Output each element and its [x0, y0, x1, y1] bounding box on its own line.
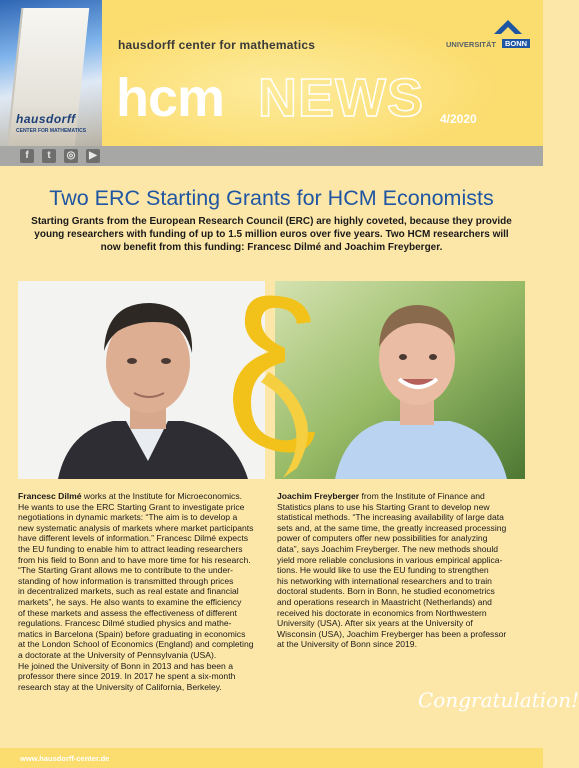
article-line-text: He wants to use the ERC Starting Grant to investigate price	[18, 501, 245, 512]
article-line-text: from his field to Bonn and to have more time for his research.	[18, 554, 251, 565]
article-line-text: at the London School of Economics (England) and completing	[18, 639, 254, 650]
article-line	[18, 671, 276, 682]
article-title: Two ERC Starting Grants for HCM Economists	[49, 186, 494, 210]
article-line	[18, 491, 276, 502]
article-line-text: statistical methods. “The increasing availability of large data	[277, 512, 504, 523]
article-line-text: at the University of Bonn since 2019.	[277, 639, 417, 650]
article-line	[18, 523, 276, 534]
article-line-text: matics in Barcelona (Spain) before graduating in economics	[18, 628, 246, 639]
article-line-text: received his doctorate in economics from Northwestern	[277, 607, 487, 618]
article-line-text: and operations research in Maastricht (Netherlands) and	[277, 596, 492, 607]
article-line-text: markets”, he says. He also wants to examine the efficiency	[18, 596, 242, 607]
article-line-text: of these markets and assess the effectiveness of different	[18, 607, 237, 618]
article-line	[277, 639, 529, 650]
issue-number: 4/2020	[440, 112, 477, 126]
article-line-text: power of computers offer new possibilities for analyzing	[277, 533, 488, 544]
person-name: Francesc Dilmé	[18, 491, 82, 501]
article-line-text: have different levels of information.” Francesc Dilmé expects	[18, 533, 249, 544]
university-logo-icon	[492, 18, 524, 36]
ampersand-logo-icon	[203, 282, 321, 482]
university-city-label: BONN	[502, 39, 530, 48]
article-line-text: standing of how information is transmitted through prices	[18, 575, 234, 586]
university-label: UNIVERSITÄT	[446, 40, 497, 49]
hcm-wordmark: hcm	[116, 68, 225, 128]
social-bar	[0, 146, 543, 166]
article-line	[277, 502, 529, 513]
article-line	[18, 544, 276, 555]
article-line-text: negotiations in dynamic markets: “The aim is to develop a	[18, 512, 238, 523]
article-line	[277, 618, 529, 629]
article-line-text: his networking with international researchers and to train	[277, 575, 492, 586]
facebook-icon[interactable]: f	[20, 149, 34, 163]
article-line-text: University (USA). After six years at the University of	[277, 618, 473, 629]
article-line	[18, 618, 276, 629]
article-line-text: tions. He would like to use the EU funding to strengthen	[277, 565, 489, 576]
building-sign-text: hausdorff	[16, 112, 76, 126]
instagram-icon[interactable]: ◎	[64, 149, 78, 163]
article-line-text: He joined the University of Bonn in 2013 and has been a	[18, 660, 233, 671]
building-photo	[0, 0, 102, 146]
footer-url-link[interactable]: www.hausdorff-center.de	[20, 754, 110, 763]
article-line	[18, 629, 276, 640]
article-line	[277, 586, 529, 597]
article-line	[277, 608, 529, 619]
congratulation-text: Congratulation!	[418, 688, 579, 712]
article-line	[277, 576, 529, 587]
article-line	[18, 576, 276, 587]
article-left-column	[18, 491, 276, 692]
article-line	[18, 597, 276, 608]
article-line	[18, 555, 276, 566]
article-line	[277, 491, 529, 502]
article-line	[18, 565, 276, 576]
article-line-text: new systematic analysis of markets where market participants	[18, 522, 254, 533]
article-line	[18, 608, 276, 619]
article-line	[18, 502, 276, 513]
article-line-text: sets and, at the same time, the greatly increased processing	[277, 522, 507, 533]
article-line	[18, 650, 276, 661]
article-intro: Starting Grants from the European Research Council (ERC) are highly coveted, because they provide young researchers with funding of up to 1.5 million euros over five years. Two HCM researchers will now benefit from this funding: Francesc Dilmé and Joachim Freyberger.	[31, 216, 512, 253]
news-wordmark: NEWS	[258, 68, 424, 128]
article-line	[18, 661, 276, 672]
article-line-text: data”, says Joachim Freyberger. The new methods should	[277, 543, 499, 554]
article-line	[18, 639, 276, 650]
article-line-text: works at the Institute for Microeconomics.	[81, 491, 243, 501]
article-line-text: in decentralized markets, such as real estate and financial	[18, 586, 239, 597]
article-line	[277, 565, 529, 576]
brand-name: hausdorff center for mathematics	[118, 38, 316, 52]
twitter-icon[interactable]: t	[42, 149, 56, 163]
header-banner	[0, 0, 543, 146]
person-name: Joachim Freyberger	[277, 491, 360, 501]
article-line	[277, 597, 529, 608]
article-line-text: “The Starting Grant allows me to contribute to the under-	[18, 565, 233, 576]
article-line-text: professor there since 2019. In 2017 he spent a six-month	[18, 671, 236, 682]
article-right-column	[277, 491, 529, 650]
article-line-text: regulations. Francesc Dilmé studied physics and mathe-	[18, 618, 232, 629]
article-line-text: yield more reliable conclusions in various empirical applica-	[277, 554, 503, 565]
article-line	[277, 523, 529, 534]
article-line-text: from the Institute of Finance and	[359, 491, 485, 501]
article-line-text: research stay at the University of California, Berkeley.	[18, 681, 222, 692]
article-line	[277, 555, 529, 566]
article-line	[18, 512, 276, 523]
article-line-text: doctoral students. Born in Bonn, he studied econometrics	[277, 586, 495, 597]
article-line	[277, 544, 529, 555]
article-line	[18, 533, 276, 544]
youtube-icon[interactable]: ▶	[86, 149, 100, 163]
article-line	[18, 682, 276, 693]
article-line-text: Statistics plans to use his Starting Grant to develop new	[277, 501, 490, 512]
article-line-text: Wisconsin (USA), Joachim Freyberger has been a professor	[277, 628, 507, 639]
article-line	[18, 586, 276, 597]
article-line	[277, 512, 529, 523]
building-sign-subtext: CENTER FOR MATHEMATICS	[16, 128, 87, 134]
article-line-text: the EU funding to enable him to attract leading researchers	[18, 543, 243, 554]
article-line	[277, 533, 529, 544]
article-line-text: a doctorate at the University of Pennsylvania (USA).	[18, 649, 217, 660]
article-line	[277, 629, 529, 640]
